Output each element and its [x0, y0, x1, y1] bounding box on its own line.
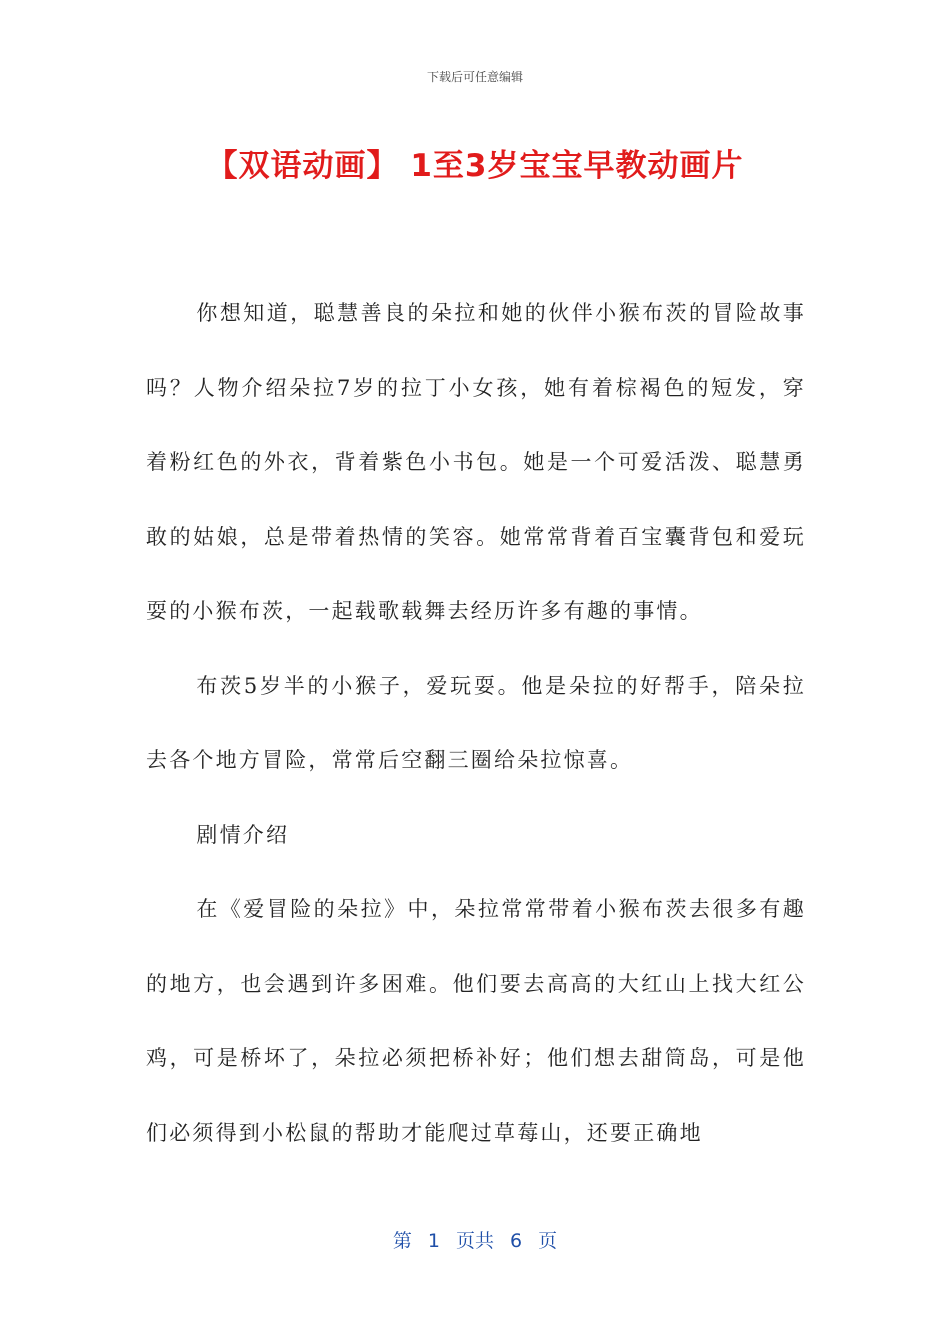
document-body: [146, 276, 806, 1170]
page-number-footer: 第 1 页共 6 页: [392, 1230, 558, 1252]
paragraph-boots: 布茨5岁半的小猴子，爱玩耍。他是朵拉的好帮手，陪朵拉去各个地方冒险，常常后空翻三圈给朵拉惊喜。: [146, 673, 806, 772]
paragraph-intro: 你想知道，聪慧善良的朵拉和她的伙伴小猴布茨的冒险故事吗？人物介绍朵拉7岁的拉丁小女孩，她有着棕褐色的短发，穿着粉红色的外衣，背着紫色小书包。她是一个可爱活泼、聪慧勇敢的姑娘，总是带着热情的笑容。她常常背着百宝囊背包和爱玩耍的小猴布茨，一起载歌载舞去经历许多有趣的事情。: [146, 301, 806, 623]
paragraph-plot: 在《爱冒险的朵拉》中，朵拉常常带着小猴布茨去很多有趣的地方，也会遇到许多困难。他们要去高高的大红山上找大红公鸡，可是桥坏了，朵拉必须把桥补好；他们想去甜筒岛，可是他们必须得到小松鼠的帮助才能爬过草莓山，还要正确地: [146, 897, 806, 1145]
section-heading-plot: 剧情介绍: [196, 822, 290, 847]
document-title: 【双语动画】 1至3岁宝宝早教动画片: [206, 148, 744, 184]
header-note: 下载后可任意编辑: [426, 70, 523, 84]
